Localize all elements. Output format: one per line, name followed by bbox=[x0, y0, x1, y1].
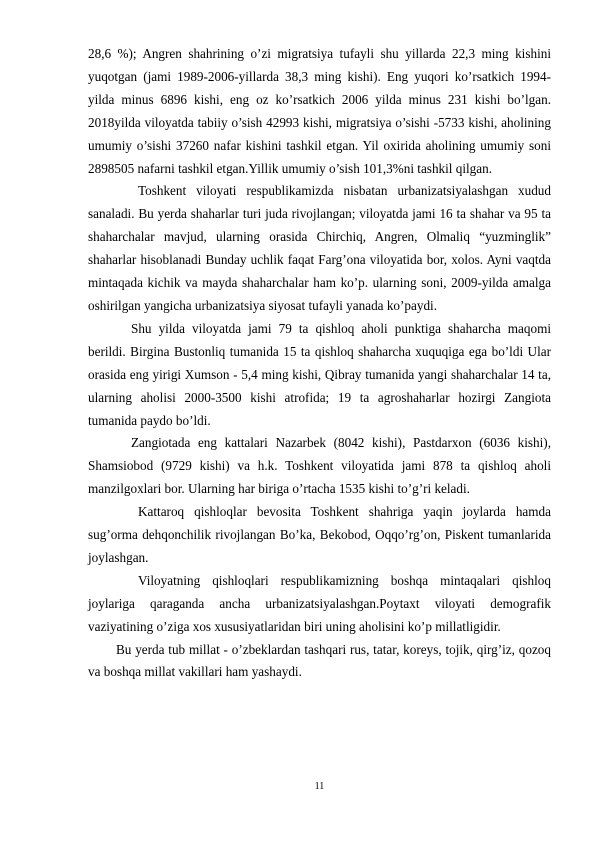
page-number: 11 bbox=[314, 781, 325, 792]
document-body bbox=[88, 43, 551, 684]
paragraph-migration: 28,6 %); Angren shahrining o’zi migratsiya tufayli shu yillarda 22,3 ming kishini yuqotgan (jami 1989-2006-yillarda 38,3 ming kishi). Eng yuqori ko’rsatkich 1994-yilda minus 6896 kishi, eng oz ko’rsatkich 2006 yilda minus 231 kishi bo’lgan. 2018yilda viloyatda tabiiy o’sish 42993 kishi, migratsiya o’sishi -5733 kishi, aholining umumiy o’sishi 37260 nafar kishini tashkil etgan. Yil oxirida aholining umumiy soni 2898505 nafarni tashkil etgan.Yillik umumiy o’sish 101,3%ni tashkil qilgan. bbox=[88, 46, 551, 176]
paragraph-settlements: Shu yilda viloyatda jami 79 ta qishloq aholi punktiga shaharcha maqomi berildi. Birgina Bustonliq tumanida 15 ta qishloq shaharcha xuquqiga ega bo’ldi Ular orasida eng yirigi Xumson - 5,4 ming kishi, Qibray tumanida yangi shaharchalar 14 ta, ularning aholisi 2000-3500 kishi atrofida; 19 ta agroshaharlar hozirgi Zangiota tumanida paydo bo’ldi. bbox=[88, 320, 551, 428]
paragraph-zangiota: Zangiotada eng kattalari Nazarbek (8042 kishi), Pastdarxon (6036 kishi), Shamsiobod (9729 kishi) va h.k. Toshkent viloyatida jami 878 ta qishloq aholi manzilgoxlari bor. Ularning har biriga o’rtacha 1535 kishi to’g’ri keladi. bbox=[88, 435, 551, 497]
paragraph-urbanization: Toshkent viloyati respublikamizda nisbatan urbanizatsiyalashgan xudud sanaladi. Bu yerda shaharlar turi juda rivojlangan; viloyatda jami 16 ta shahar va 95 ta shaharchalar mavjud, ularning orasida Chirchiq, Angren, Olmaliq “yuzminglik” shaharlar hisoblanadi Bunday uchlik faqat Farg’ona viloyatida bor, xolos. Ayni vaqtda mintaqada kichik va mayda shaharchalar ham ko’p. ularning soni, 2009-yilda amalga oshirilgan yangicha urbanizatsiya siyosat tufayli yanada ko’paydi. bbox=[88, 183, 551, 313]
paragraph-nationalities: Bu yerda tub millat - o’zbeklardan tashqari rus, tatar, koreys, tojik, qirg’iz, qozoq va boshqa millat vakillari ham yashaydi. bbox=[88, 641, 551, 680]
paragraph-large-villages: Kattaroq qishloqlar bevosita Toshkent shahriga yaqin joylarda hamda sug’orma dehqonchilik rivojlangan Bo’ka, Bekobod, Oqqo’rg’on, Piskent tumanlarida joylashgan. bbox=[88, 504, 551, 565]
paragraph-village-urbanization: Viloyatning qishloqlari respublikamizning boshqa mintaqalari qishloq joylariga qaraganda ancha urbanizatsiyalashgan.Poytaxt viloyati demografik vaziyatining o’ziga xos xususiyatlaridan biri uning aholisini ko’p millatligidir. bbox=[88, 572, 551, 634]
